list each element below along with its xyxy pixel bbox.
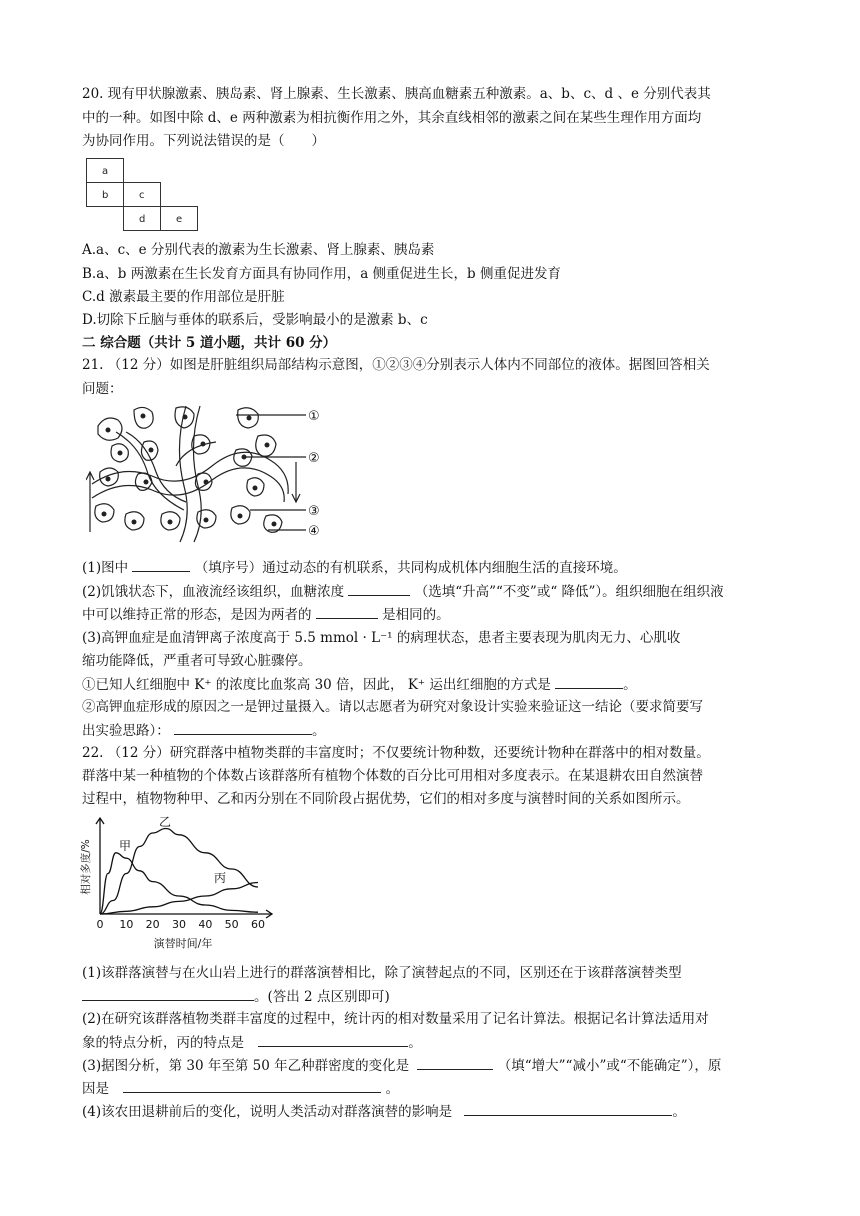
x-axis-label: 演替时间/年: [153, 937, 213, 950]
q20-option-c: C.d 激素最主要的作用部位是肝脏: [82, 289, 285, 305]
q22-stem-line1: 22. （12 分）研究群落中植物类群的丰富度时；不仅要统计物种数，还要统计物种在群落中的相对数量。: [82, 745, 710, 761]
q22-part1-blank[interactable]: [82, 986, 254, 1001]
q21-part3-sub2-line2: [82, 720, 800, 741]
fluid-label-1: ①: [308, 409, 320, 424]
hormone-grid-diagram: [86, 158, 200, 234]
grid-label-b: b: [102, 190, 109, 201]
q21-part2-prefix: (2)饥饿状态下，血液流经该组织，血糖浓度: [82, 584, 345, 600]
grid-label-c: c: [139, 190, 145, 201]
x-tick-label: 60: [251, 918, 265, 931]
q21-part3-sub2-text: 出实验思路）：: [82, 723, 170, 739]
fluid-label-2: ②: [308, 451, 320, 466]
q21-part3-sub2-blank[interactable]: [174, 720, 312, 735]
q21-part2-end: 是相同的。: [382, 607, 450, 623]
q20-stem-line3: 为协同作用。下列说法错误的是（ ）: [82, 133, 325, 149]
q22-part4-text: (4)该农田退耕前后的变化，说明人类活动对群落演替的影响是: [82, 1104, 453, 1120]
q22-part2-blank[interactable]: [258, 1032, 408, 1047]
q20-stem-line1: 20. 现有甲状腺激素、胰岛素、肾上腺素、生长激素、胰高血糖素五种激素。a、b、c、d 、e 分别代表其: [82, 86, 711, 102]
q22-part4-end: 。: [672, 1104, 686, 1120]
q20-option-b: B.a、b 两激素在生长发育方面具有协同作用，a 侧重促进生长，b 侧重促进发育: [82, 266, 561, 282]
series-label-bing: 丙: [214, 871, 227, 885]
q22-part3-text: (3)据图分析，第 30 年至第 50 年乙种群密度的变化是: [82, 1058, 410, 1074]
q21-part2-middle: （选填“升高”“不变”或“ 降低”）。组织细胞在组织液: [414, 584, 724, 600]
relative-abundance-chart: [80, 812, 280, 962]
q21-part2-blank2[interactable]: [316, 604, 378, 619]
x-tick-label: 40: [198, 918, 213, 931]
x-tick-label: 0: [96, 918, 104, 931]
q21-part2-text: 中可以维持正常的形态，是因为两者的: [82, 607, 312, 623]
q22-part3-reason: 因是: [82, 1081, 109, 1097]
q21-part2-line1: [82, 581, 800, 602]
series-label-yi: 乙: [159, 815, 172, 829]
q22-part2-line2: [82, 1032, 800, 1053]
q21-part3-sub2-line1: ②高钾血症形成的原因之一是钾过量摄入。请以志愿者为研究对象设计实验来验证这一结论（要求简要写: [82, 699, 703, 715]
q21-part3-sub1: [82, 674, 800, 695]
q21-part1: [82, 557, 800, 578]
q22-part1-end: 。(答出 2 点区别即可): [254, 989, 390, 1005]
q21-part1-prefix: (1)图中: [82, 560, 129, 576]
x-tick-label: 30: [172, 918, 186, 931]
q21-part3-line2: 缩功能降低，严重者可导致心脏骤停。: [82, 653, 312, 669]
q20-option-a: A.a、c、e 分别代表的激素为生长激素、肾上腺素、胰岛素: [82, 242, 435, 258]
liver-tissue-diagram: [86, 402, 326, 552]
q21-part3-sub1-end: 。: [623, 677, 637, 693]
q21-part3-line1: (3)高钾血症是血清钾离子浓度高于 5.5 mmol · L⁻¹ 的病理状态，患者主要表现为肌肉无力、心肌收: [82, 630, 681, 646]
q21-part1-suffix: （填序号）通过动态的有机联系，共同构成机体内细胞生活的直接环境。: [194, 560, 627, 576]
grid-label-a: a: [102, 166, 109, 177]
x-tick-label: 50: [224, 918, 239, 931]
q22-stem-line3: 过程中，植物物种甲、乙和丙分别在不同阶段占据优势，它们的相对多度与演替时间的关系如图所示。: [82, 791, 690, 807]
fluid-label-3: ③: [308, 504, 320, 519]
q20-stem-line2: 中的一种。如图中除 d、e 两种激素为相抗衡作用之外，其余直线相邻的激素之间在某些生理作用方面均: [82, 110, 702, 126]
q20-option-d: D.切除下丘脑与垂体的联系后，受影响最小的是激素 b、c: [82, 312, 428, 328]
series-line-0: [100, 853, 258, 914]
x-tick-label: 10: [119, 918, 134, 931]
q22-part3-middle: （填“增大”“减小”或“不能确定”），原: [497, 1058, 722, 1074]
q21-part3-sub1-text: ①已知人红细胞中 K⁺ 的浓度比血浆高 30 倍，因此， K⁺ 运出红细胞的方式是: [82, 677, 551, 693]
q22-stem-line2: 群落中某一种植物的个体数占该群落所有植物个体数的百分比可用相对多度表示。在某退耕农田自然演替: [82, 768, 703, 784]
q22-part3-blank1[interactable]: [417, 1055, 493, 1070]
q21-part2-line2: [82, 604, 800, 625]
series-label-jia: 甲: [119, 839, 132, 853]
series-line-2: [100, 883, 258, 915]
q22-part2-end: 。: [408, 1035, 422, 1051]
q22-part4-blank[interactable]: [464, 1101, 672, 1116]
q21-part2-blank1[interactable]: [348, 581, 410, 596]
q22-part3-end: 。: [385, 1081, 400, 1097]
q21-part3-sub1-blank[interactable]: [555, 674, 623, 689]
q21-stem-line2: 问题：: [82, 381, 123, 397]
q22-part2-line1: (2)在研究该群落植物类群丰富度的过程中，统计丙的相对数量采用了记名计算法。根据记名计算法适用对: [82, 1011, 709, 1027]
y-axis-label: 相对多度/%: [80, 839, 92, 895]
q21-part3-sub2-end: 。: [312, 723, 326, 739]
grid-label-d: d: [139, 214, 146, 225]
q21-part1-blank[interactable]: [132, 557, 190, 572]
section-heading: 二 综合题（共计 5 道小题，共计 60 分）: [82, 335, 337, 351]
q22-part1-line2: [82, 986, 800, 1007]
x-tick-label: 20: [145, 918, 160, 931]
q22-part4: [82, 1101, 800, 1122]
fluid-label-4: ④: [308, 524, 320, 539]
grid-label-e: e: [176, 214, 183, 225]
q22-part1-line1: (1)该群落演替与在火山岩上进行的群落演替相比，除了演替起点的不同，区别还在于该群落演替类型: [82, 965, 682, 981]
q22-part2-text: 象的特点分析，丙的特点是: [82, 1035, 244, 1051]
q21-stem-line1: 21. （12 分）如图是肝脏组织局部结构示意图，①②③④分别表示人体内不同部位的液体。据图回答相关: [82, 357, 710, 373]
q22-part3-blank2[interactable]: [123, 1078, 381, 1093]
q22-part3-line1: [82, 1055, 800, 1076]
q22-part3-line2: [82, 1078, 800, 1099]
